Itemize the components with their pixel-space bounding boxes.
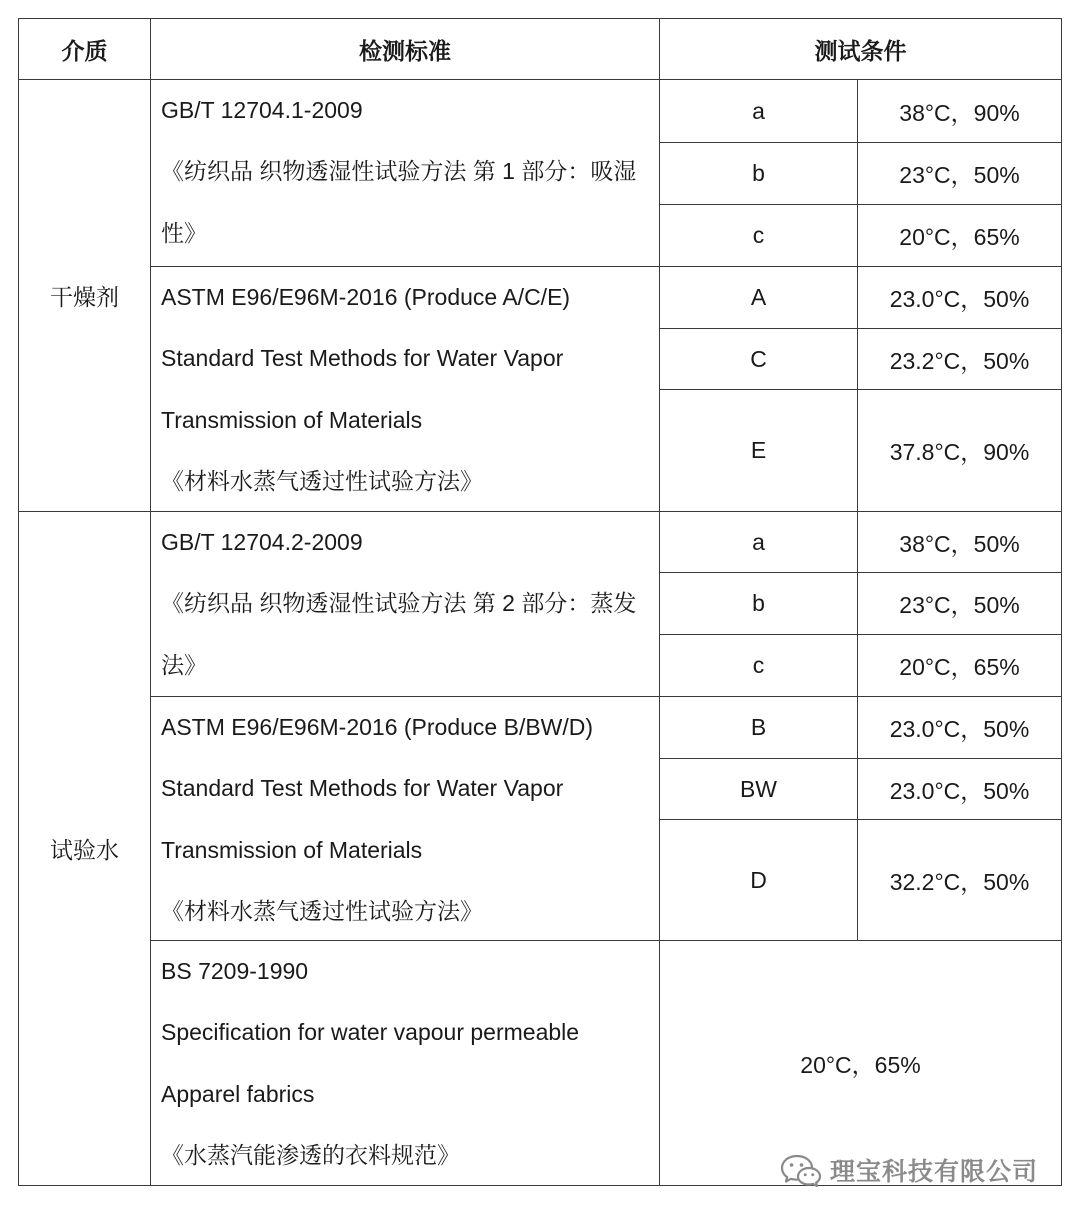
condition-value: 23°C，50% [858, 573, 1062, 635]
condition-value: 37.8°C，90% [858, 390, 1062, 512]
condition-code: E [660, 390, 858, 512]
watermark-text: 理宝科技有限公司 [830, 1158, 1039, 1186]
standard-astm-e96-ace [151, 267, 660, 512]
standard-line: Transmission of Materials [161, 406, 423, 433]
standard-gbt-12704-1 [151, 80, 660, 267]
standard-line: 法》 [161, 651, 207, 678]
condition-value: 38°C，50% [858, 512, 1062, 573]
standard-line: Apparel fabrics [161, 1080, 315, 1107]
condition-value: 23.0°C，50% [858, 697, 1062, 759]
standard-line: BS 7209-1990 [161, 958, 309, 984]
standard-line: ASTM E96/E96M-2016 (Produce B/BW/D) [161, 714, 594, 740]
standard-line: 性》 [161, 219, 207, 246]
condition-code: c [660, 635, 858, 697]
header-standard: 检测标准 [151, 19, 660, 80]
condition-value: 20°C，65% [660, 941, 1062, 1186]
condition-value: 32.2°C，50% [858, 820, 1062, 941]
condition-code: A [660, 267, 858, 329]
standard-line: GB/T 12704.2-2009 [161, 529, 363, 555]
condition-code: B [660, 697, 858, 759]
watermark [780, 1150, 1038, 1190]
standard-gbt-12704-2 [151, 512, 660, 697]
condition-code: C [660, 329, 858, 390]
condition-code: D [660, 820, 858, 941]
wechat-icon [780, 1153, 824, 1187]
standard-line: 《纺织品 织物透湿性试验方法 第 1 部分：吸湿 [161, 158, 637, 185]
condition-value: 23.2°C，50% [858, 329, 1062, 390]
condition-value: 23.0°C，50% [858, 267, 1062, 329]
standard-line: 《纺织品 织物透湿性试验方法 第 2 部分：蒸发 [161, 590, 637, 617]
condition-code: b [660, 573, 858, 635]
condition-code: c [660, 205, 858, 267]
header-medium: 介质 [19, 19, 151, 80]
standard-bs-7209 [151, 941, 660, 1186]
condition-code: a [660, 512, 858, 573]
standard-line: Standard Test Methods for Water Vapor [161, 775, 564, 802]
header-conditions: 测试条件 [660, 19, 1062, 80]
standard-line: Transmission of Materials [161, 836, 423, 863]
standard-line: 《材料水蒸气透过性试验方法》 [161, 467, 483, 494]
medium-desiccant: 干燥剂 [19, 80, 151, 512]
condition-code: BW [660, 759, 858, 820]
standard-line: 《材料水蒸气透过性试验方法》 [161, 897, 483, 924]
standard-line: GB/T 12704.1-2009 [161, 97, 363, 123]
condition-code: b [660, 143, 858, 205]
condition-value: 20°C，65% [858, 205, 1062, 267]
standard-line: ASTM E96/E96M-2016 (Produce A/C/E) [161, 284, 571, 310]
standard-line: 《水蒸汽能渗透的衣料规范》 [161, 1141, 460, 1168]
standards-table [18, 18, 1062, 1186]
condition-value: 20°C，65% [858, 635, 1062, 697]
standard-line: Standard Test Methods for Water Vapor [161, 345, 564, 372]
standard-line: Specification for water vapour permeable [161, 1019, 580, 1046]
condition-value: 38°C，90% [858, 80, 1062, 143]
medium-test-water: 试验水 [19, 512, 151, 1186]
standard-astm-e96-bwd [151, 697, 660, 941]
condition-value: 23.0°C，50% [858, 759, 1062, 820]
condition-code: a [660, 80, 858, 143]
condition-value: 23°C，50% [858, 143, 1062, 205]
